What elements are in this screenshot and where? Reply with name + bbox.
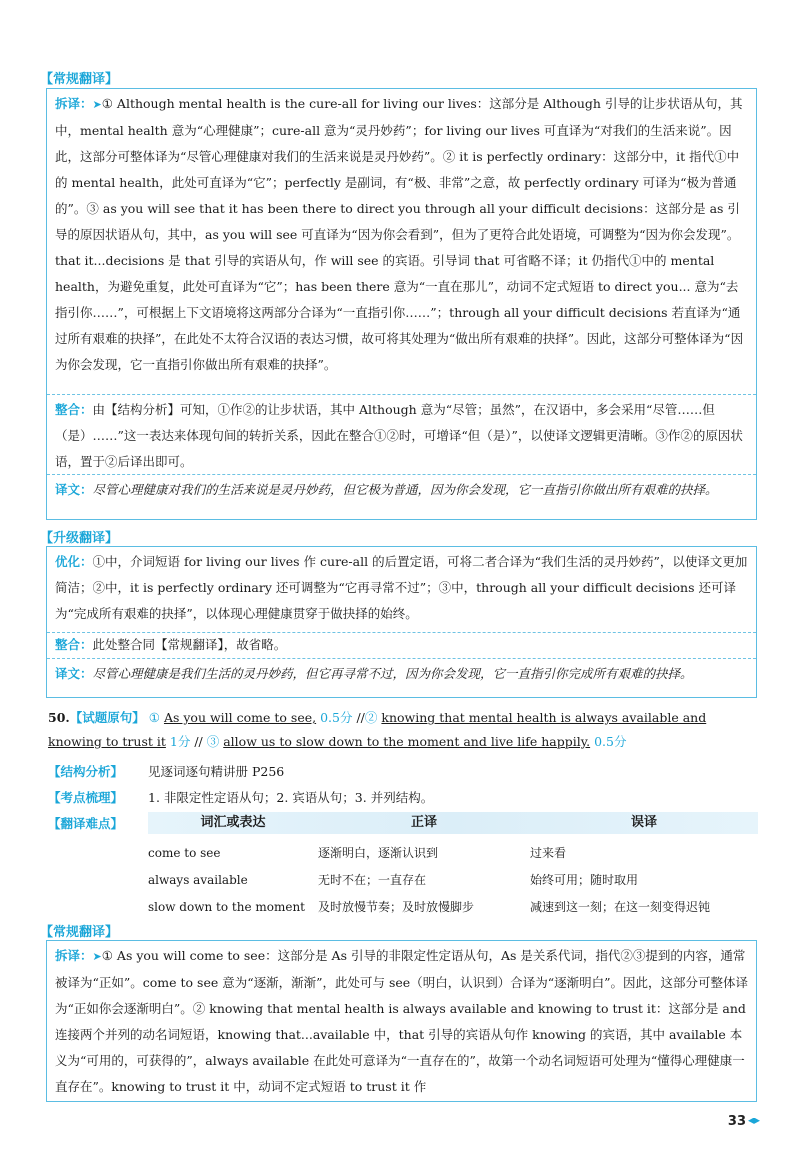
difficulty-tag: 【翻译难点】: [48, 816, 124, 831]
score-1: 0.5分: [320, 710, 353, 725]
table-row: [148, 894, 758, 921]
separator-2: //: [194, 734, 203, 749]
score-3: 0.5分: [594, 734, 627, 749]
arrow-icon: ➤: [92, 950, 102, 963]
clause-1: As you will come to see,: [163, 710, 317, 725]
original-sentence-tag: 【试题原句】: [69, 710, 145, 725]
optimization-label: 优化：: [55, 554, 93, 569]
integration-text: 由【结构分析】可知，①作②的让步状语，其中 Although 意为“尽管；虽然”，在汉语中，多会采用“尽管……但（是）……”这一表达来体现句间的转折关系，因此在整合①②时，可增译“但（是）”，以使译文逻辑更清晰。③作②的原因状语，置于②后译出即可。: [55, 402, 743, 469]
points-tag: 【考点梳理】: [48, 790, 124, 805]
breakdown-row-2: [47, 941, 756, 1102]
optimization-row: [47, 547, 756, 633]
section-header-regular-translation: 【常规翻译】: [40, 72, 119, 87]
cell-correct: 逐渐明白，逐渐认识到: [318, 846, 439, 860]
arrow-icon: ➤: [92, 98, 102, 111]
breakdown-text: ① Although mental health is the cure-all for living our lives：这部分是 Although 引导的让步状语从句，其中，mental health 意为“心理健康”；cure-all 意为“灵丹妙药”；for living our lives 可直译为“对我们的生活来说”。因此，这部分可整体译为“尽管心理健康对我们的生活来说是灵丹妙药”。② it is perfectly ordinary：这部分中，it 指代①中的 mental health，此处可直译为“它”；perfectly 是副词，有“极、非常”之意，故 perfectly ordinary 可译为“极为普通的”。③ as you will see that it has been there to direct you through all your difficult decisions：这部分是 as 引导的原因状语从句，其中，as you will see 可直译为“因为你会看到”，但为了更符合此处语境，可调整为“因为你会发现”。that it...decisions 是 that 引导的宾语从句，作 will see 的宾语。引导词 that 可省略不译；it 仍指代①中的 mental health，为避免重复，此处可直译为“它”；has been there 意为“一直在那儿”，动词不定式短语 to direct you... 意为“去指引你……”，可根据上下文语境将这两部分合译为“一直指引你……”；through all your difficult decisions 若直译为“通过所有艰难的抉择”，在此处不太符合汉语的表达习惯，故可将其处理为“做出所有艰难的抉择”。因此，这部分可整体译为“因为你会发现，它一直指引你做出所有艰难的抉择”。: [55, 96, 744, 372]
separator-1: //: [356, 710, 365, 725]
header-expression: 词汇或表达: [200, 815, 266, 830]
clause-2: knowing that mental health is always available and knowing to trust it: [48, 710, 707, 749]
page-number: [728, 1114, 760, 1129]
translation-text: 尽管心理健康对我们的生活来说是灵丹妙药，但它极为普通，因为你会发现，它一直指引你做出所有艰难的抉择。: [92, 482, 718, 497]
upgraded-translation-box: [46, 546, 757, 698]
integration-row-2: [47, 633, 756, 659]
page-number-text: 33: [727, 1114, 746, 1129]
structure-analysis: [48, 762, 284, 780]
question-50-original-sentence: [48, 706, 758, 754]
breakdown-text-2: ① As you will come to see：这部分是 As 引导的非限定性定语从句，As 是关系代词，指代②③提到的内容，通常被译为“正如”。come to see 意为“逐渐，渐渐”，此处可与 see（明白，认识到）合译为“逐渐明白”。因此，这部分可整体译为“正如你会逐渐明白”。② knowing that mental health is always available and knowing to trust it：这部分是 and 连接两个并列的动名词短语，knowing that...available 中，that 引导的宾语从句作 knowing 的宾语，其中 available 本义为“可用的，可获得的”，always available 在此处可意译为“一直存在的”，故第一个动名词短语可处理为“懂得心理健康一直存在”。knowing to trust it 中，动词不定式短语 to trust it 作: [55, 948, 748, 1094]
breakdown-row: [47, 89, 756, 395]
difficulty-label: [48, 814, 148, 832]
section-header-regular-translation-2: 【常规翻译】: [40, 925, 119, 940]
cell-expression: slow down to the moment: [148, 900, 305, 914]
section-header-upgraded-translation: 【升级翻译】: [40, 531, 119, 546]
clause-3: allow us to slow down to the moment and live life happily.: [223, 734, 591, 749]
regular-translation-box: [46, 88, 757, 520]
marker-2: ②: [364, 710, 378, 725]
integration-label-2: 整合：: [55, 637, 93, 652]
optimization-text: ①中，介词短语 for living our lives 作 cure-all 的后置定语，可将二者合译为“我们生活的灵丹妙药”，以使译文更加简洁；②中，it is perfectly ordinary 还可调整为“它再寻常不过”；③中，through all your difficult decisions 还可译为“完成所有艰难的抉择”，以体现心理健康贯穿于做抉择的始终。: [55, 554, 748, 621]
table-header: [148, 812, 758, 834]
header-correct: 正译: [410, 815, 437, 830]
question-number: 50.: [48, 710, 70, 725]
translation-text-2: 尽管心理健康是我们生活的灵丹妙药，但它再寻常不过，因为你会发现，它一直指引你完成所有艰难的抉择。: [92, 666, 693, 681]
structure-text: 见逐词逐句精讲册 P256: [148, 764, 285, 779]
cell-correct: 及时放慢节奏；及时放慢脚步: [318, 900, 475, 914]
header-wrong: 误译: [630, 815, 657, 830]
structure-tag: 【结构分析】: [48, 764, 124, 779]
cell-wrong: 过来看: [530, 846, 567, 860]
test-points: [48, 788, 433, 806]
regular-translation-box-2: [46, 940, 757, 1102]
cell-correct: 无时不在；一直存在: [318, 873, 427, 887]
cell-expression: come to see: [148, 846, 221, 860]
translation-label-2: 译文：: [55, 666, 93, 681]
breakdown-label: 拆译：: [55, 96, 93, 111]
marker-3: ③: [206, 734, 220, 749]
integration-text-2: 此处整合同【常规翻译】，故省略。: [92, 637, 287, 652]
graduation-cap-icon: [748, 1118, 760, 1126]
breakdown-label-2: 拆译：: [55, 948, 93, 963]
integration-row: [47, 395, 756, 475]
translation-label: 译文：: [55, 482, 93, 497]
marker-1: ①: [148, 710, 160, 725]
score-2: 1分: [169, 734, 191, 749]
translation-row: [47, 475, 756, 532]
cell-wrong: 始终可用；随时取用: [530, 873, 639, 887]
points-text: 1. 非限定性定语从句；2. 宾语从句；3. 并列结构。: [148, 790, 434, 805]
cell-expression: always available: [148, 873, 248, 887]
cell-wrong: 减速到这一刻；在这一刻变得迟钝: [530, 900, 711, 914]
difficulty-table: [148, 812, 758, 921]
integration-label: 整合：: [55, 402, 93, 417]
table-row: [148, 840, 758, 867]
table-row: [148, 867, 758, 894]
